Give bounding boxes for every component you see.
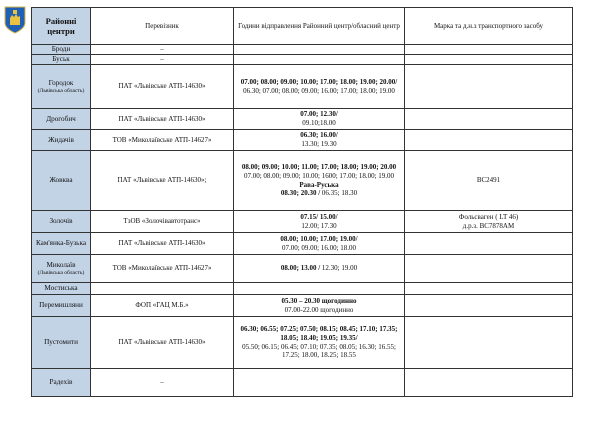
table-row: [32, 45, 573, 55]
header-vehicle: Марка та д.н.з транспортного засобу: [405, 8, 573, 45]
times-from-regional-center: 12.30; 19.00: [320, 264, 358, 273]
table-row: [32, 211, 573, 233]
bus-schedule-table: [31, 7, 573, 397]
times-to-regional-center: 08.00; 10.00; 17.00; 19.00/: [280, 234, 358, 243]
times-cell: [234, 295, 405, 317]
district-name: Броди: [51, 45, 71, 54]
times-cell: [234, 211, 405, 233]
coat-of-arms-icon: [4, 6, 26, 34]
header-district: Районні центри: [32, 8, 91, 45]
times-to-regional-center: 06.30; 16.00/: [300, 131, 338, 140]
table-row: [32, 283, 573, 295]
rava-ruska-times-from: 06.35; 18.30: [320, 189, 358, 198]
vehicle-cell: [405, 109, 573, 130]
times-from-regional-center: 07.00; 09.00; 16.00; 18.00: [281, 243, 357, 252]
vehicle-cell: [405, 65, 573, 109]
vehicle-cell: [405, 295, 573, 317]
times-to-regional-center: 07.00; 12.30/: [300, 110, 338, 119]
carrier-cell: ПАТ «Львівське АТП-14630»: [91, 65, 234, 109]
district-name: Жидачів: [48, 135, 74, 144]
vehicle-cell: [405, 255, 573, 283]
vehicle-cell: [405, 211, 573, 233]
vehicle-cell: [405, 55, 573, 65]
times-cell: [234, 151, 405, 211]
carrier-cell: ТОВ «Миколаївське АТП-14627»: [91, 130, 234, 151]
times-cell: [234, 55, 405, 65]
vehicle-cell: [405, 283, 573, 295]
times-cell: [234, 283, 405, 295]
times-to-regional-center: 07.00; 08.00; 09.00; 10.00; 17.00; 18.00; 19.00; 20.00/: [240, 77, 398, 86]
times-from-regional-center: 13.30; 19.30: [301, 140, 337, 148]
vehicle-cell: [405, 233, 573, 255]
times-cell: [234, 369, 405, 397]
times-from-regional-center: 07.00; 08.00; 09.00; 10.00; 1600; 17.00; 18.00; 19.00: [243, 171, 395, 180]
carrier-cell: –: [91, 45, 234, 55]
district-name: Золочів: [49, 217, 73, 226]
district-name: Городок: [48, 78, 74, 87]
carrier-cell: ПАТ «Львівське АТП-14630»;: [91, 151, 234, 211]
district-name: Буськ: [52, 55, 70, 64]
vehicle-cell: [405, 45, 573, 55]
carrier-cell: –: [91, 369, 234, 397]
carrier-cell: ТзОВ «Золочівавтотранс»: [91, 211, 234, 233]
times-cell: [234, 65, 405, 109]
times-cell: [234, 255, 405, 283]
carrier-cell: –: [91, 55, 234, 65]
times-to-regional-center: 05.30 – 20.30 щогодинно: [281, 296, 357, 305]
vehicle-model: Фольсваген ( LT 46): [458, 212, 519, 221]
rava-ruska-times-to: 08.30; 20.30 /: [280, 189, 321, 198]
vehicle-cell: ВС2491: [405, 151, 573, 211]
table-row: [32, 65, 573, 109]
district-name: Жовква: [49, 176, 73, 185]
times-from-regional-center: 12.00; 17.30: [301, 221, 337, 230]
carrier-cell: ФОП «ГАЦ М.Б.»: [91, 295, 234, 317]
table-row: [32, 109, 573, 130]
table-row: [32, 295, 573, 317]
times-to-regional-center: 08.00; 13.00 /: [280, 264, 321, 273]
table-row: [32, 151, 573, 211]
district-name: Кам'янка-Бузька: [35, 239, 87, 248]
times-from-regional-center: 07.00-22.00 щогодинно: [284, 305, 354, 314]
carrier-cell: ПАТ «Львівське АТП-14630»: [91, 233, 234, 255]
district-name: Мостиська: [44, 284, 78, 293]
district-region: (Львівська область): [37, 269, 85, 276]
district-name: Миколаїв: [46, 260, 76, 269]
table-row: [32, 255, 573, 283]
district-name: Перемишляни: [39, 301, 83, 310]
times-from-regional-center: 05.50; 06.15; 06.45; 07.10; 07.35; 08.05; 16.30; 16.55; 17.25; 18.00, 18.25; 18.55: [242, 342, 396, 360]
header-times: Години відправлення Районний центр/обласний центр: [234, 8, 405, 45]
carrier-cell: ПАТ «Львівське АТП-14630»: [91, 109, 234, 130]
vehicle-cell: [405, 317, 573, 369]
vehicle-cell: [405, 369, 573, 397]
times-from-regional-center: 06.30; 07.00; 08.00; 09.00; 16.00; 17.00; 18.00; 19.00: [243, 86, 395, 95]
times-cell: [234, 109, 405, 130]
header-carrier: Перевізник: [91, 8, 234, 45]
times-to-regional-center: 06.30; 06.55; 07.25; 07.50; 08.15; 08.45; 17.10; 17.35; 18.05; 18.40; 19.05; 19.35/: [240, 325, 398, 342]
vehicle-cell: [405, 130, 573, 151]
table-row: [32, 130, 573, 151]
times-from-regional-center: 09.10;18.00: [302, 119, 336, 127]
district-region: (Львівська область): [37, 87, 85, 94]
times-cell: [234, 130, 405, 151]
times-cell: [234, 317, 405, 369]
times-cell: [234, 45, 405, 55]
times-to-regional-center: 07.15/ 15.00/: [300, 212, 338, 221]
district-name: Радехів: [49, 378, 73, 387]
district-name: Дрогобич: [46, 114, 76, 123]
table-row: [32, 317, 573, 369]
vehicle-plate: д.р.з. ВС7878АМ: [462, 221, 515, 230]
route-rava-ruska-label: Рава-Руська: [299, 180, 339, 189]
carrier-cell: ПАТ «Львівське АТП-14630»: [91, 317, 234, 369]
table-row: [32, 233, 573, 255]
table-row: [32, 369, 573, 397]
carrier-cell: ТОВ «Миколаївське АТП-14627»: [91, 255, 234, 283]
carrier-cell: [91, 283, 234, 295]
district-name: Пустомити: [44, 338, 78, 347]
times-to-regional-center: 08.00; 09.00; 10.00; 11.00; 17.00; 18.00; 19.00; 20.00: [241, 163, 397, 172]
times-cell: [234, 233, 405, 255]
table-row: [32, 55, 573, 65]
